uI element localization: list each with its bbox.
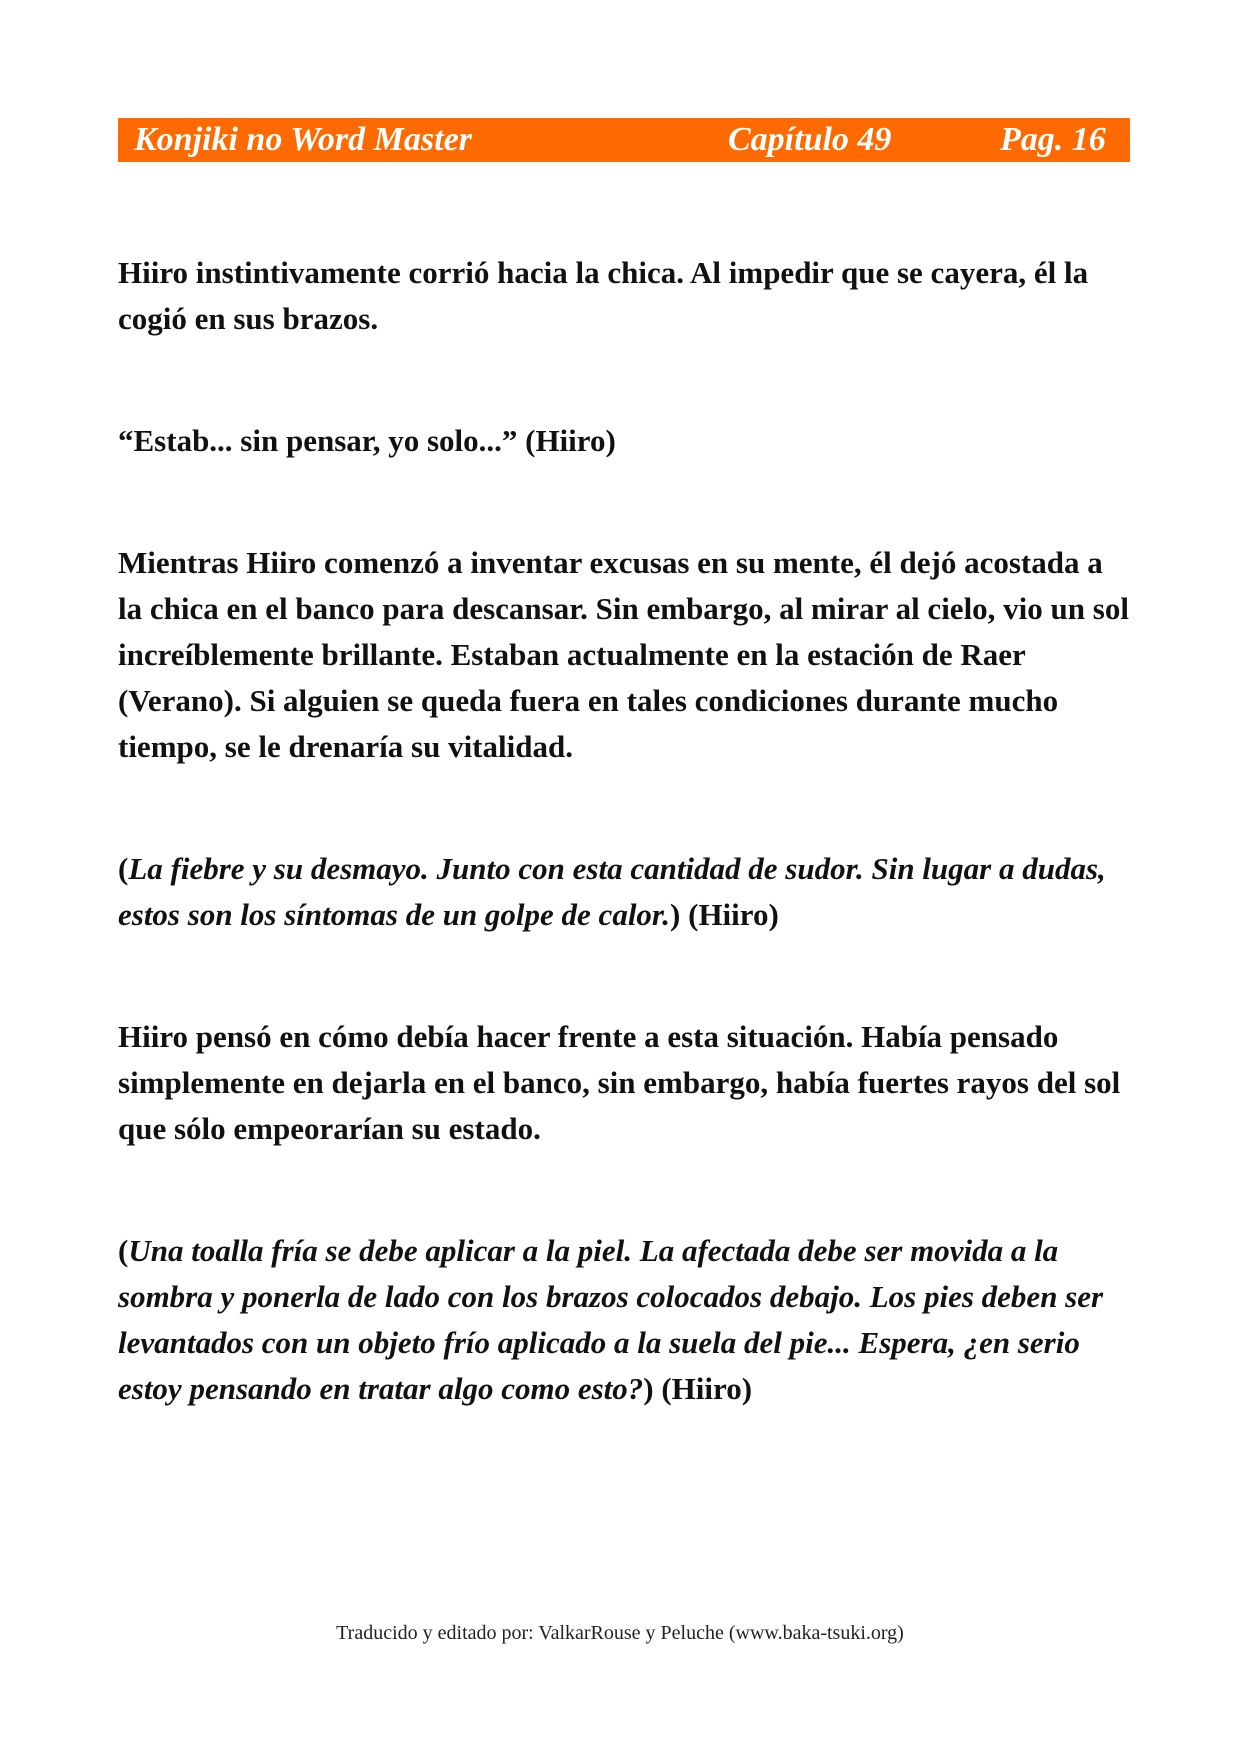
novel-title: Konjiki no Word Master	[134, 121, 472, 158]
page-header-bar	[118, 118, 1130, 162]
paragraph-thought-2	[118, 1228, 1130, 1412]
chapter-label: Capítulo 49	[728, 121, 892, 158]
thought-1-close: ) (Hiiro)	[670, 897, 779, 932]
paragraph-1: Hiiro instintivamente corrió hacia la chica. Al impedir que se cayera, él la cogió en sus brazos.	[118, 255, 1089, 336]
thought-1-text: La fiebre y su desmayo. Junto con esta cantidad de sudor. Sin lugar a dudas, estos son los síntomas de un golpe de calor.	[118, 851, 1106, 932]
page-body	[118, 250, 1130, 1488]
paragraph-3: Mientras Hiiro comenzó a inventar excusas en su mente, él dejó acostada a la chica en el banco para descansar. Sin embargo, al mirar al cielo, vio un sol increíblemente brillante. Estaban actualmente en la estación de Raer (Verano). Si alguien se queda fuera en tales condiciones durante mucho tiempo, se le drenaría su vitalidad.	[118, 545, 1129, 764]
thought-2-text: Una toalla fría se debe aplicar a la piel. La afectada debe ser movida a la sombra y ponerla de lado con los brazos colocados debajo. Los pies deben ser levantados con un objeto frío aplicado a la suela del pie... Espera, ¿en serio estoy pensando en tratar algo como esto?	[118, 1233, 1104, 1406]
thought-2-open: (	[118, 1233, 129, 1268]
thought-2-close: ) (Hiiro)	[643, 1371, 753, 1406]
thought-1-open: (	[118, 851, 129, 886]
page-number: Pag. 16	[1000, 121, 1106, 158]
paragraph-4: Hiiro pensó en cómo debía hacer frente a esta situación. Había pensado simplemente en dejarla en el banco, sin embargo, había fuertes rayos del sol que sólo empeorarían su estado.	[118, 1019, 1121, 1146]
translator-credit: Traducido y editado por: ValkarRouse y Peluche (www.baka-tsuki.org)	[336, 1622, 904, 1644]
paragraph-thought-1	[118, 846, 1130, 938]
paragraph-2-dialogue: “Estab... sin pensar, yo solo...” (Hiiro)	[118, 423, 616, 458]
